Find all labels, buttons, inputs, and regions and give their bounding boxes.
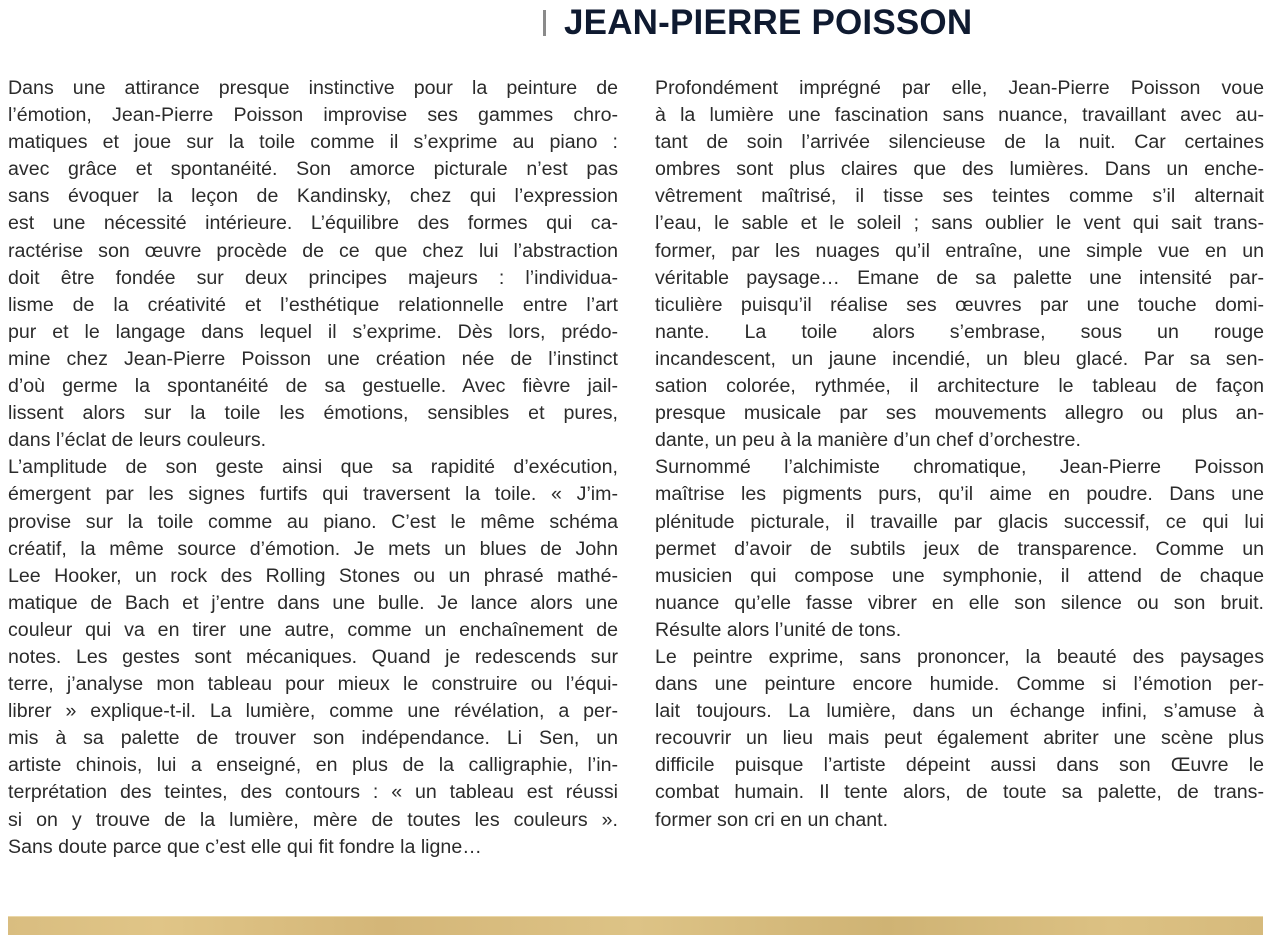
article-header <box>543 0 972 44</box>
text-line: sation colorée, rythmée, il architecture le tableau de façon <box>655 375 1264 398</box>
text-line: Surnommé l’alchimiste chromatique, Jean-Pierre Poisson <box>655 456 1264 479</box>
text-line: ticulière puisqu’il réalise ses œuvres par une touche domi- <box>655 293 1264 316</box>
text-line: maîtrise les pigments purs, qu’il aime en poudre. Dans une <box>655 483 1264 506</box>
text-line: lissent alors sur la toile les émotions, sensibles et pures, <box>8 402 618 425</box>
text-line: presque musicale par ses mouvements allegro ou plus an- <box>655 402 1264 425</box>
text-line: incandescent, un jaune incendié, un bleu glacé. Par sa sen- <box>655 347 1264 370</box>
text-line: nuance qu’elle fasse vibrer en elle son silence ou son bruit. <box>655 591 1264 614</box>
text-line: notes. Les gestes sont mécaniques. Quand je redescends sur <box>8 645 618 668</box>
text-line: l’eau, le sable et le soleil ; sans oublier le vent qui sait trans- <box>655 212 1264 235</box>
text-line: artiste chinois, lui a enseigné, en plus de la calligraphie, l’in- <box>8 754 618 777</box>
text-line: pur et le langage dans lequel il s’exprime. Dès lors, prédo- <box>8 320 618 343</box>
text-line: ractérise son œuvre procède de ce que chez lui l’abstraction <box>8 239 618 262</box>
text-line: sans évoquer la leçon de Kandinsky, chez qui l’expression <box>8 185 618 208</box>
text-line: tant de soin l’arrivée silencieuse de la nuit. Car certaines <box>655 131 1264 154</box>
text-line: lisme de la créativité et l’esthétique relationnelle entre l’art <box>8 293 618 316</box>
paragraph <box>8 75 618 454</box>
text-line: matiques et joue sur la toile comme il s’exprime au piano : <box>8 131 618 154</box>
text-line: avec grâce et spontanéité. Son amorce picturale n’est pas <box>8 158 618 181</box>
text-line: ombres sont plus claires que des lumières. Dans un enche- <box>655 158 1264 181</box>
text-line: Lee Hooker, un rock des Rolling Stones ou un phrasé mathé- <box>8 564 618 587</box>
paragraph <box>655 454 1264 644</box>
text-line: si on y trouve de la lumière, mère de toutes les couleurs ». <box>8 808 618 831</box>
text-line: Résulte alors l’unité de tons. <box>655 618 902 641</box>
text-line: terre, j’analyse mon tableau pour mieux le construire ou l’équi- <box>8 673 618 696</box>
text-line: émergent par les signes furtifs qui traversent la toile. « J’im- <box>8 483 618 506</box>
text-line: L’amplitude de son geste ainsi que sa rapidité d’exécution, <box>8 456 618 479</box>
text-line: mis à sa palette de trouver son indépendance. Li Sen, un <box>8 727 618 750</box>
text-line: à la lumière une fascination sans nuance, travaillant avec au- <box>655 104 1264 127</box>
text-line: nante. La toile alors s’embrase, sous un rouge <box>655 320 1264 343</box>
text-line: couleur qui va en tirer une autre, comme un enchaînement de <box>8 618 618 641</box>
text-line: doit être fondée sur deux principes majeurs : l’individua- <box>8 266 618 289</box>
text-line: permet d’avoir de subtils jeux de transparence. Comme un <box>655 537 1264 560</box>
text-line: d’où germe la spontanéité de sa gestuelle. Avec fièvre jail- <box>8 375 618 398</box>
text-line: vêtrement maîtrisé, il tisse ses teintes comme s’il alternait <box>655 185 1264 208</box>
text-line: dans l’éclat de leurs couleurs. <box>8 429 267 452</box>
text-line: musicien qui compose une symphonie, il attend de chaque <box>655 564 1264 587</box>
right-column <box>655 75 1264 834</box>
text-line: Le peintre exprime, sans prononcer, la beauté des paysages <box>655 645 1264 668</box>
left-column <box>8 75 618 861</box>
text-line: recouvrir un lieu mais peut également abriter une scène plus <box>655 727 1264 750</box>
text-line: difficile puisque l’artiste dépeint aussi dans son Œuvre le <box>655 754 1264 777</box>
text-line: librer » explique-t-il. La lumière, comme une révélation, a per- <box>8 700 618 723</box>
article-title: JEAN-PIERRE POISSON <box>564 2 973 42</box>
text-line: dante, un peu à la manière d’un chef d’orchestre. <box>655 429 1081 452</box>
paragraph <box>655 644 1264 834</box>
decorative-gold-band <box>8 916 1263 935</box>
text-line: dans une peinture encore humide. Comme si l’émotion per- <box>655 673 1264 696</box>
text-line: Profondément imprégné par elle, Jean-Pierre Poisson voue <box>655 77 1264 99</box>
paragraph <box>655 75 1264 454</box>
text-line: former son cri en un chant. <box>655 808 889 831</box>
text-line: former, par les nuages qu’il entraîne, une simple vue en un <box>655 239 1264 262</box>
text-line: provise sur la toile comme au piano. C’est le même schéma <box>8 510 618 533</box>
text-line: mine chez Jean-Pierre Poisson une création née de l’instinct <box>8 347 618 370</box>
text-line: matique de Bach et j’entre dans une bulle. Je lance alors une <box>8 591 618 614</box>
title-divider <box>543 10 546 36</box>
text-line: véritable paysage… Emane de sa palette une intensité par- <box>655 266 1264 289</box>
text-line: terprétation des teintes, des contours : « un tableau est réussi <box>8 781 618 804</box>
text-line: combat humain. Il tente alors, de toute sa palette, de trans- <box>655 781 1264 804</box>
text-line: Sans doute parce que c’est elle qui fit fondre la ligne… <box>8 835 482 858</box>
text-line: Dans une attirance presque instinctive pour la peinture de <box>8 77 618 99</box>
paragraph <box>8 454 618 860</box>
text-line: l’émotion, Jean-Pierre Poisson improvise ses gammes chro- <box>8 104 618 127</box>
text-line: lait toujours. La lumière, dans un échange infini, s’amuse à <box>655 700 1264 723</box>
text-line: est une nécessité intérieure. L’équilibre des formes qui ca- <box>8 212 618 235</box>
text-line: plénitude picturale, il travaille par glacis successif, ce qui lui <box>655 510 1264 533</box>
text-line: créatif, la même source d’émotion. Je mets un blues de John <box>8 537 618 560</box>
